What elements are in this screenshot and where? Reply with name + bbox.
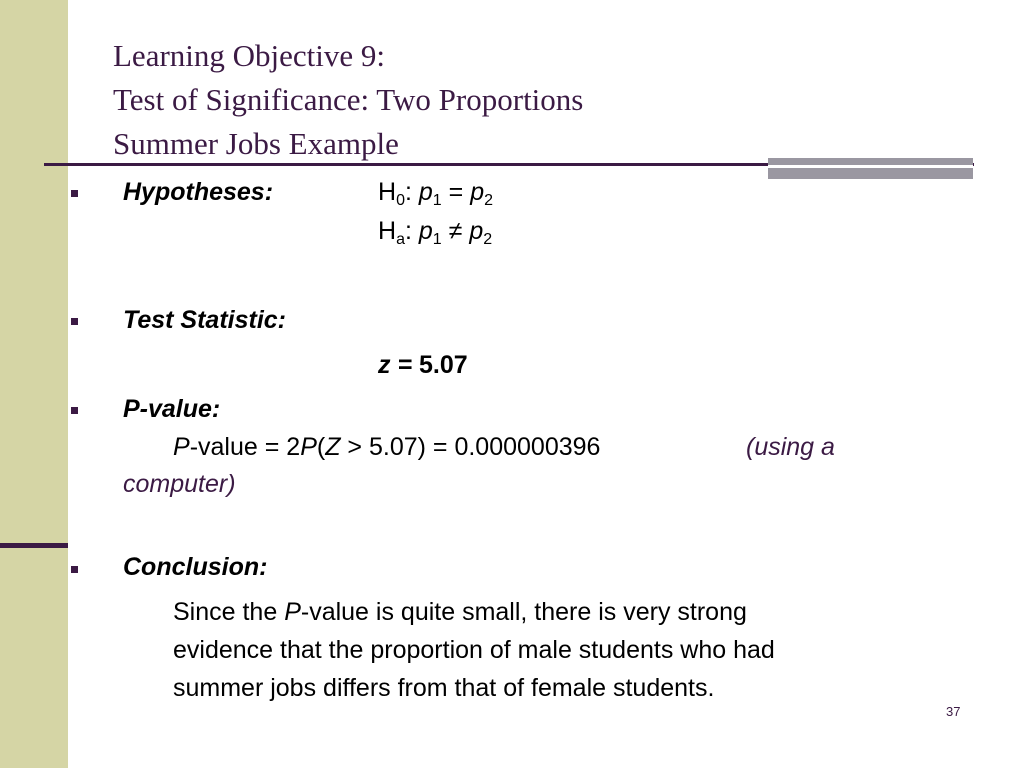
bullet-hypotheses — [71, 190, 78, 197]
alt-h-sub: a — [396, 231, 405, 248]
z-value: 5.07 — [419, 351, 468, 379]
left-sidebar-band — [0, 0, 68, 768]
p-value-heading: P-value: — [123, 395, 221, 423]
test-statistic-heading: Test Statistic: — [123, 306, 287, 334]
z-statistic — [378, 348, 468, 382]
null-h: H — [378, 178, 397, 206]
alt-p1: p — [418, 217, 433, 245]
z-label: z = — [378, 351, 413, 379]
p-value-p2: P — [300, 433, 317, 461]
null-p1: p — [418, 178, 433, 206]
null-hypothesis — [378, 175, 493, 209]
p-value-expr-2: > 5.07) = 0.000000396 — [340, 433, 601, 461]
p-value-z: Z — [325, 433, 341, 461]
conclusion-line-2: evidence that the proportion of male students who had — [173, 636, 775, 664]
p-value-expr-1: -value = 2 — [189, 433, 301, 461]
alt-p2: p — [469, 217, 484, 245]
title-accent-bars — [768, 158, 973, 179]
null-p2: p — [470, 178, 485, 206]
p-value-expression — [173, 430, 600, 464]
null-operator: = — [441, 178, 471, 206]
p-value-p: P — [173, 433, 190, 461]
bullet-conclusion — [71, 566, 78, 573]
p-value-paren: ( — [316, 433, 326, 461]
left-accent-rule — [0, 543, 68, 548]
title-line-2: Test of Significance: Two Proportions — [113, 82, 584, 117]
conclusion-suffix: -value is quite small, there is very strong — [300, 598, 747, 626]
conclusion-line-1 — [173, 595, 747, 629]
alt-operator: ≠ — [441, 217, 470, 245]
hypotheses-heading: Hypotheses: — [123, 178, 274, 206]
page-number: 37 — [946, 704, 961, 719]
bullet-test-statistic — [71, 318, 78, 325]
alt-h: H — [378, 217, 397, 245]
conclusion-prefix: Since the — [173, 598, 285, 626]
null-h-sub: 0 — [396, 192, 405, 209]
null-colon: : — [404, 178, 412, 206]
slide-title — [113, 34, 583, 166]
p-value-note-line-1: (using a — [746, 433, 835, 461]
title-line-1: Learning Objective 9: — [113, 38, 386, 73]
p-value-note-line-2: computer) — [123, 470, 236, 498]
alt-colon: : — [404, 217, 412, 245]
conclusion-p: P — [284, 598, 301, 626]
bullet-p-value — [71, 407, 78, 414]
alt-hypothesis — [378, 214, 492, 248]
alt-p2-sub: 2 — [483, 231, 493, 248]
alt-p1-sub: 1 — [432, 231, 442, 248]
null-p2-sub: 2 — [484, 192, 493, 209]
conclusion-heading: Conclusion: — [123, 553, 268, 581]
title-line-3: Summer Jobs Example — [113, 126, 399, 161]
null-p1-sub: 1 — [432, 192, 442, 209]
conclusion-line-3: summer jobs differs from that of female students. — [173, 674, 715, 702]
